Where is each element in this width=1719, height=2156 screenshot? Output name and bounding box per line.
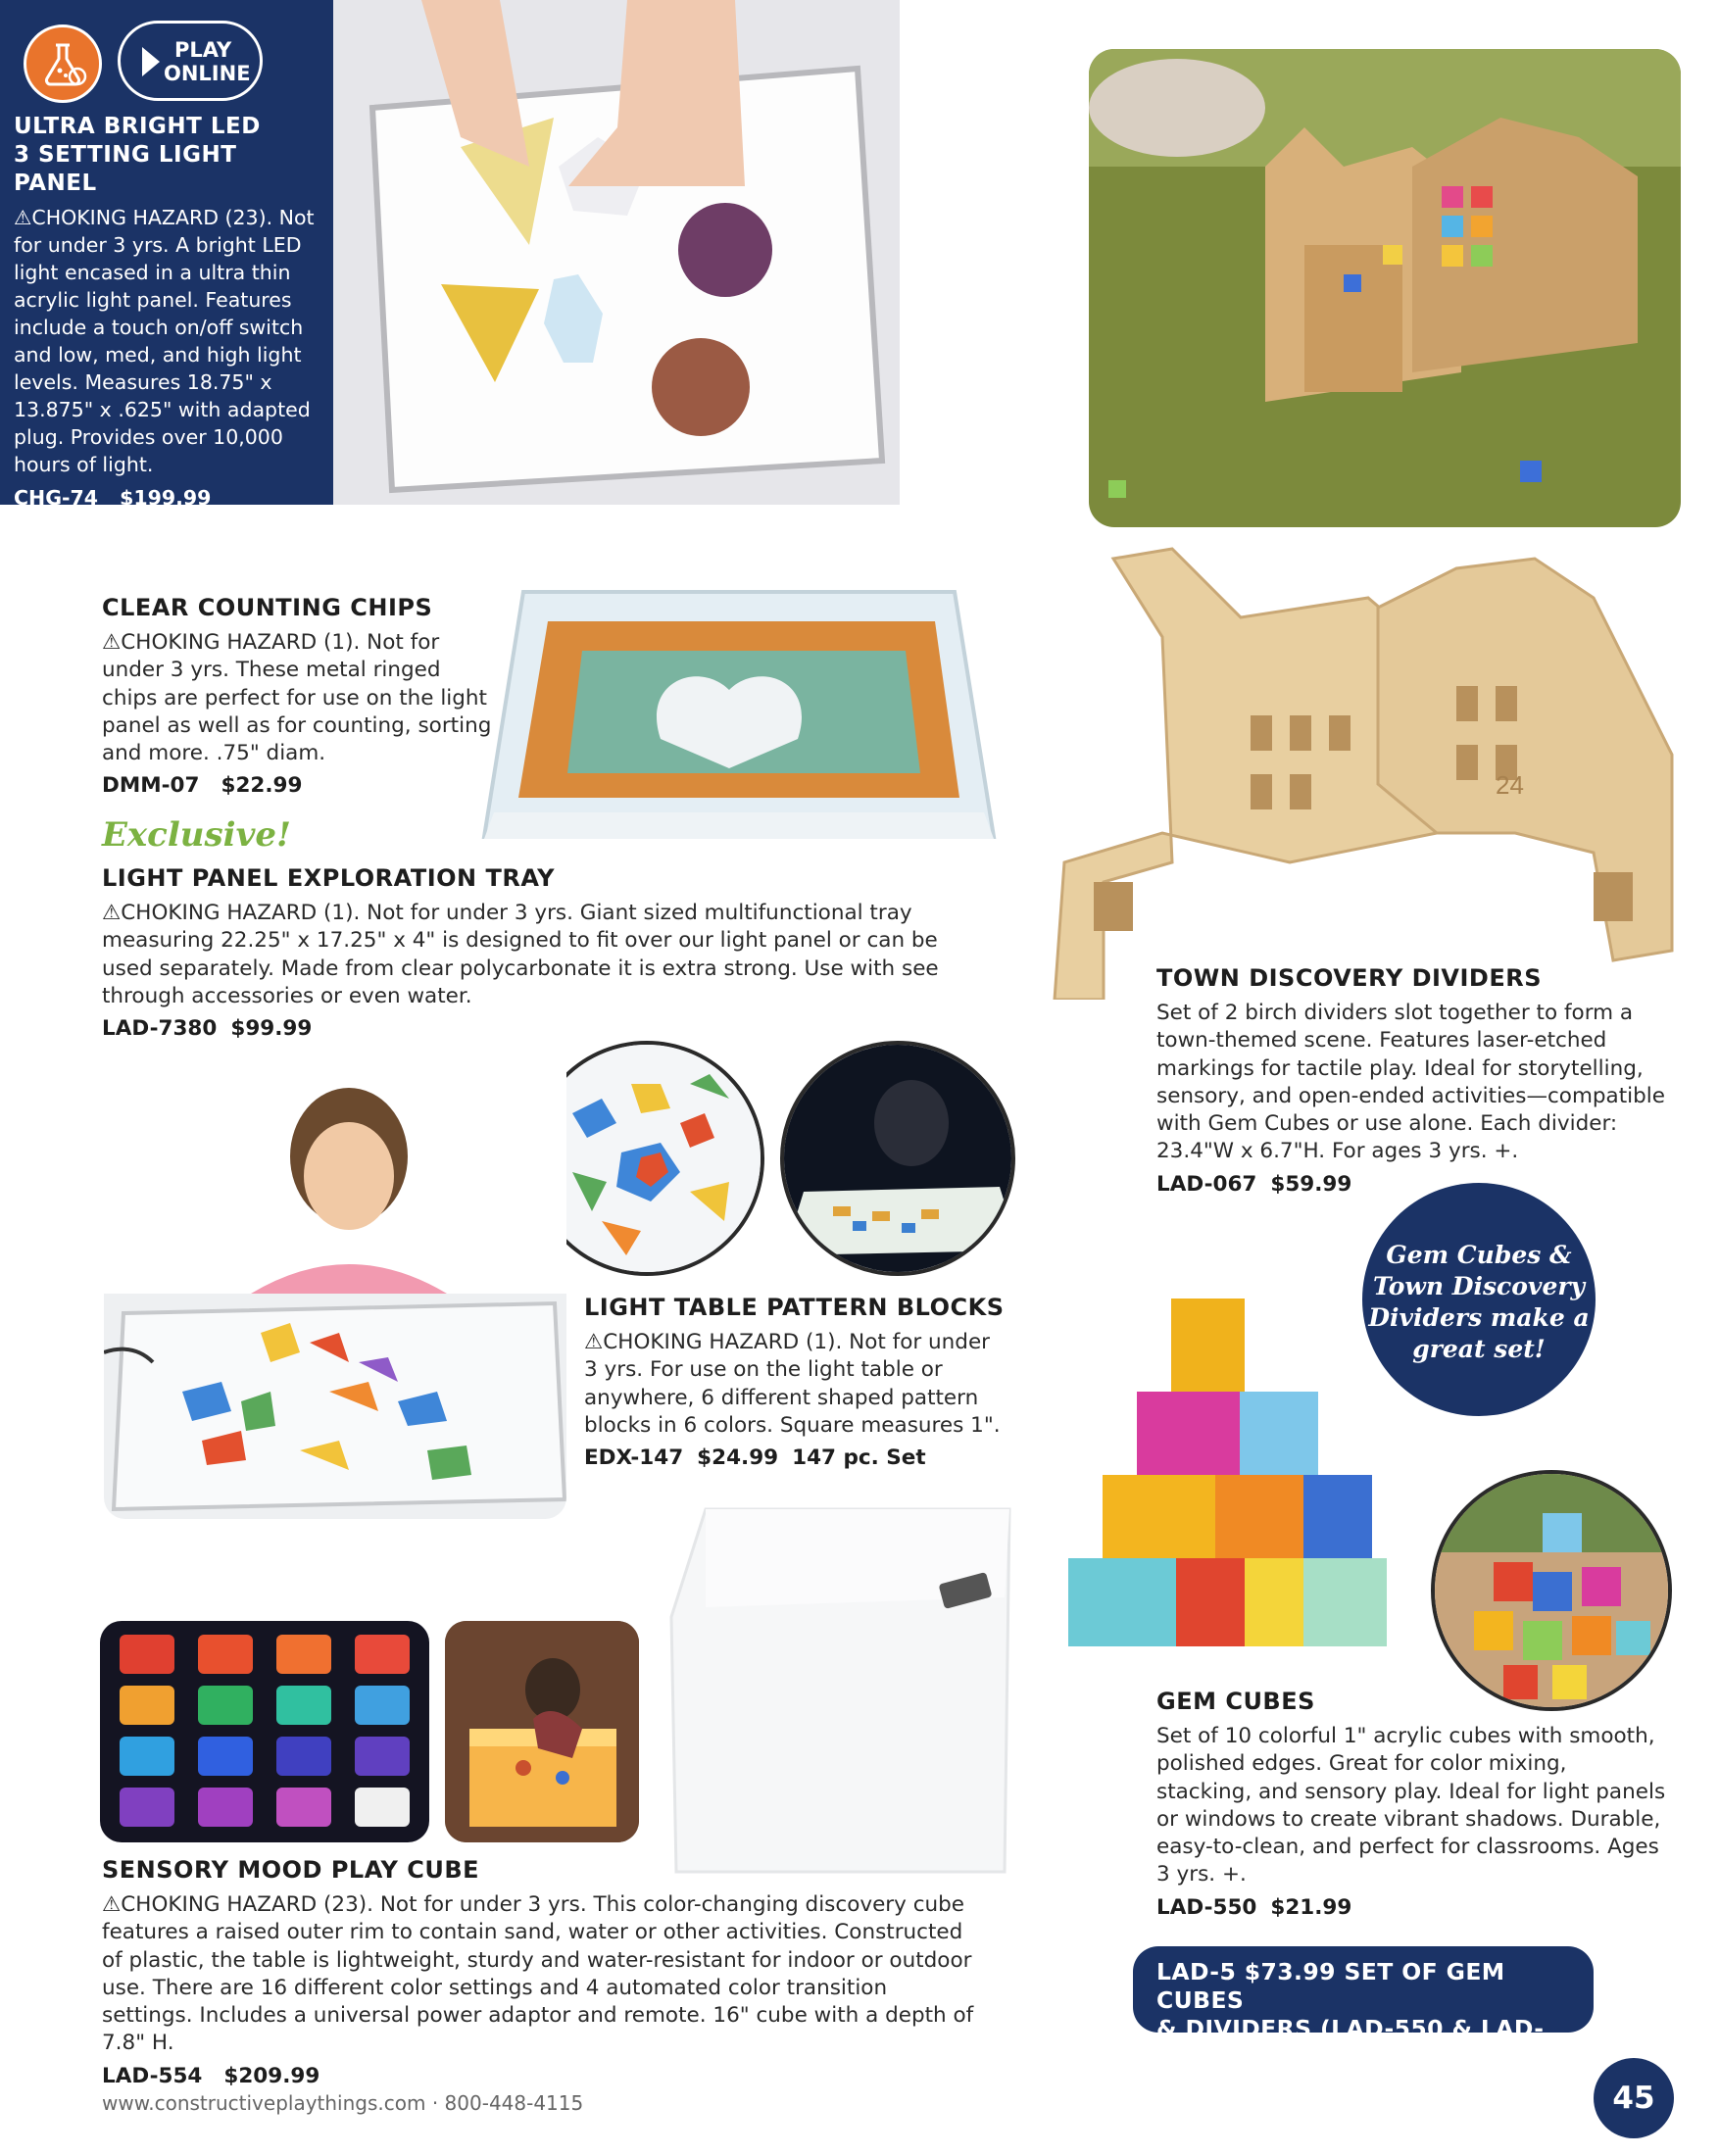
led-panel-sku-line	[14, 486, 323, 510]
promo-badge-line4: great set!	[1412, 1335, 1546, 1363]
svg-text:24: 24	[1496, 770, 1524, 800]
exploration-tray-sku: LAD-7380	[102, 1016, 218, 1042]
town-dividers-sku: LAD-067	[1156, 1171, 1257, 1197]
exploration-tray-title: LIGHT PANEL EXPLORATION TRAY	[102, 864, 555, 892]
mood-cube-sku: LAD-554	[102, 2063, 203, 2088]
gem-cubes-stack-photo	[1068, 1294, 1411, 1656]
gem-dividers-set-offer	[1133, 1946, 1594, 2071]
promo-badge-line3: Dividers make a	[1368, 1303, 1590, 1332]
led-panel-title-line2: 3 SETTING LIGHT PANEL	[14, 142, 237, 196]
mood-cube-title: SENSORY MOOD PLAY CUBE	[102, 1856, 480, 1884]
play-online-button[interactable]	[118, 21, 263, 101]
counting-chips-price: $22.99	[221, 773, 303, 799]
mood-cube-white-photo	[666, 1499, 1019, 1882]
led-panel-card	[0, 0, 900, 510]
exploration-tray-description: ⚠CHOKING HAZARD (1). Not for under 3 yrs. Giant sized multifunctional tray measuring 22.25" x 17.25" x 4" is designed to fit over our light panel or can be used separately. Made from clear polycarbonate it is extra strong. Use with see through accessories or even water.	[102, 901, 939, 1008]
led-panel-description: ⚠CHOKING HAZARD (23). Not for under 3 yrs. A bright LED light encased in a ultra thin acrylic light panel. Features include a touch on/off switch and low, med, and high light levels. Measures 18.75" x 13.875" x .625" with adapted plug. Provides over 10,000 hours of light.	[14, 206, 315, 476]
led-panel-title-line1: ULTRA BRIGHT LED	[14, 114, 261, 139]
exploration-tray-sku-line	[102, 1016, 1004, 1041]
mood-cube-price: $209.99	[223, 2063, 320, 2088]
gem-cubes-sku-line	[1156, 1895, 1666, 1920]
science-flask-icon	[24, 24, 102, 103]
pattern-blocks-sku-line	[584, 1446, 1006, 1470]
counting-chips-sku-line	[102, 773, 494, 798]
counting-chips-tray-photo	[474, 582, 1004, 847]
town-dividers-section	[1156, 964, 1686, 1197]
pattern-blocks-section	[584, 1294, 1006, 1470]
led-panel-sku: CHG-74	[14, 486, 99, 510]
exclusive-tag: Exclusive!	[102, 815, 291, 855]
pattern-blocks-sku: EDX-147	[584, 1446, 684, 1471]
town-dividers-price: $59.99	[1270, 1171, 1352, 1197]
town-dividers-product-photo	[1045, 539, 1682, 1000]
gem-cubes-sku: LAD-550	[1156, 1894, 1257, 1920]
town-dividers-outdoor-photo	[1089, 49, 1681, 527]
gem-cubes-description: Set of 10 colorful 1" acrylic cubes with smooth, polished edges. Great for color mixing, stacking, and sensory play. Ideal for light panels or windows to create vibrant shadows. Durable, easy-to-clean, and perfect for classrooms. Ages 3 yrs. +.	[1156, 1724, 1666, 1887]
mood-cube-description: ⚠CHOKING HAZARD (23). Not for under 3 yrs. This color-changing discovery cube features a raised outer rim to contain sand, water or other activities. Constructed of plastic, the table is lightweight, sturdy and water-resistant for indoor or outdoor use. There are 16 different color settings and 4 automated color transition settings. Includes a universal power adaptor and remote. 16" cube with a depth of 7.8" H.	[102, 1892, 974, 2056]
play-icon	[142, 47, 160, 76]
page-number: 45	[1594, 2058, 1674, 2138]
led-panel-price: $199.99	[120, 486, 212, 510]
pattern-blocks-description: ⚠CHOKING HAZARD (1). Not for under 3 yrs. For use on the light table or anywhere, 6 different shaped pattern blocks in 6 colors. Square measures 1".	[584, 1330, 1001, 1438]
mood-cube-sku-line	[102, 2064, 1004, 2088]
led-panel-info	[0, 0, 333, 510]
gem-cubes-title: GEM CUBES	[1156, 1688, 1315, 1715]
pattern-blocks-dark-photo	[780, 1041, 1015, 1276]
promo-badge-line1: Gem Cubes &	[1386, 1241, 1572, 1269]
pattern-blocks-price: $24.99	[697, 1446, 779, 1471]
gem-cubes-outdoor-photo	[1431, 1470, 1672, 1711]
mood-cube-colors-photo	[100, 1621, 429, 1842]
counting-chips-sku: DMM-07	[102, 773, 200, 799]
exploration-tray-price: $99.99	[230, 1016, 313, 1042]
counting-chips-section	[102, 594, 494, 798]
set-offer-line2: & DIVIDERS (LAD-550 & LAD-067)	[1156, 2015, 1545, 2071]
gem-cubes-section	[1156, 1688, 1666, 1920]
led-panel-title	[14, 113, 323, 198]
play-online-label-2: ONLINE	[164, 62, 251, 85]
footer-contact[interactable]: www.constructiveplaythings.com · 800-448-4115	[102, 2091, 584, 2115]
counting-chips-title: CLEAR COUNTING CHIPS	[102, 594, 433, 621]
pattern-blocks-count: 147 pc. Set	[792, 1446, 926, 1471]
town-dividers-title: TOWN DISCOVERY DIVIDERS	[1156, 964, 1543, 992]
mood-cube-section	[102, 1856, 1004, 2088]
play-online-label-1: PLAY	[174, 38, 232, 62]
led-panel-photo	[333, 0, 900, 505]
gem-cubes-price: $21.99	[1270, 1894, 1352, 1920]
town-dividers-description: Set of 2 birch dividers slot together to form a town-themed scene. Features laser-etched markings for tactile play. Ideal for storytelling, sensory, and open-ended activities—compatible with Gem Cubes or use alone. Each divider: 23.4"W x 6.7"H. For ages 3 yrs. +.	[1156, 1001, 1665, 1164]
town-dividers-sku-line	[1156, 1172, 1686, 1197]
pattern-blocks-title: LIGHT TABLE PATTERN BLOCKS	[584, 1294, 1005, 1321]
promo-badge-line2: Town Discovery	[1372, 1272, 1586, 1300]
counting-chips-description: ⚠CHOKING HAZARD (1). Not for under 3 yrs. These metal ringed chips are perfect for use on the light panel as well as for counting, sorting and more. .75" diam.	[102, 630, 492, 766]
girl-light-table-photo	[104, 1068, 566, 1519]
set-offer-line1: LAD-5 $73.99 SET OF GEM CUBES	[1156, 1958, 1505, 2014]
exploration-tray-section	[102, 815, 1004, 1041]
mood-cube-child-photo	[445, 1621, 639, 1842]
